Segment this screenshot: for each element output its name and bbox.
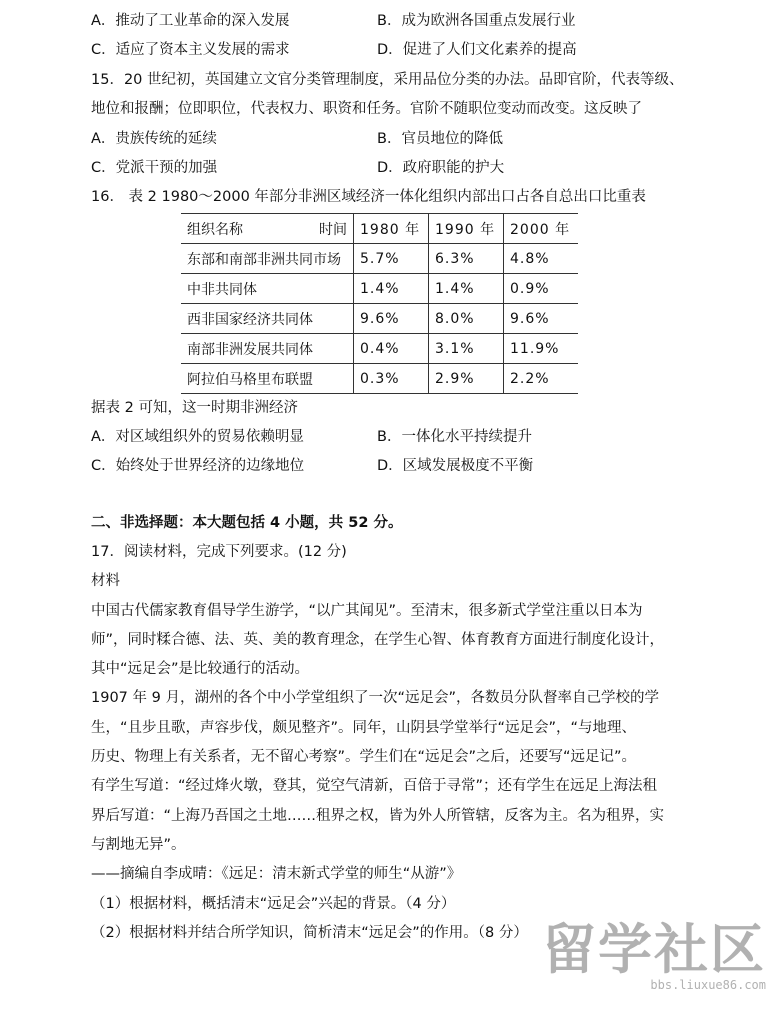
q15-option-d: D．政府职能的护大 — [377, 160, 505, 176]
table-cell-value: 1.4% — [354, 274, 429, 304]
table-cell-org: 中非共同体 — [181, 274, 354, 304]
header-org-label: 组织名称 — [187, 221, 243, 238]
q17-subquestion-2: （2）根据材料并结合所学知识，简析清末“远足会”的作用。（8 分） — [91, 925, 528, 941]
q17-para2-line: 生，“且步且歌，声容步伐，颇见整齐”。同年，山阴县学堂举行“远足会”，“与地理、 — [91, 720, 637, 736]
table-cell-value: 4.8% — [504, 244, 579, 274]
header-year-1990: 1990 年 — [429, 214, 504, 244]
q15-stem-line-1: 15．20 世纪初，英国建立文官分类管理制度，采用品位分类的办法。品即官阶，代表等级、 — [91, 72, 684, 88]
table-cell-org: 阿拉伯马格里布联盟 — [181, 364, 354, 394]
q16-option-d: D．区域发展极度不平衡 — [377, 458, 534, 474]
table-cell-value: 1.4% — [429, 274, 504, 304]
table-cell-value: 9.6% — [504, 304, 579, 334]
q16-stem: 16． 表 2 1980～2000 年部分非洲区域经济一体化组织内部出口占各自总出口比重表 — [91, 189, 646, 205]
header-time-label: 时间 — [319, 221, 347, 238]
table-cell-value: 11.9% — [504, 334, 579, 364]
table-cell-value: 2.9% — [429, 364, 504, 394]
watermark-logo: 留学社区 — [542, 918, 766, 981]
q17-source: ——摘编自李成晴：《远足：清末新式学堂的师生“从游”》 — [91, 866, 462, 882]
q14-option-d: D．促进了人们文化素养的提高 — [377, 42, 577, 58]
q16-after-table: 据表 2 可知，这一时期非洲经济 — [91, 400, 298, 416]
table-cell-value: 5.7% — [354, 244, 429, 274]
q17-para1-line: 师”，同时糅合德、法、英、美的教育理念，在学生心智、体育教育方面进行制度化设计， — [91, 632, 665, 648]
table-cell-value: 0.9% — [504, 274, 579, 304]
q14-option-c: C．适应了资本主义发展的需求 — [91, 42, 290, 58]
table-cell-value: 8.0% — [429, 304, 504, 334]
q17-para2-line: 有学生写道：“经过烽火墩，登其，觉空气清新，百倍于寻常”；还有学生在远足上海法租 — [91, 778, 658, 794]
table-cell-value: 3.1% — [429, 334, 504, 364]
q17-para2-line: 1907 年 9 月，湖州的各个中小学堂组织了一次“远足会”，各数员分队督率自己学校的学 — [91, 690, 659, 706]
table-header-row — [181, 214, 578, 244]
table-cell-org: 南部非洲发展共同体 — [181, 334, 354, 364]
table-cell-value: 0.3% — [354, 364, 429, 394]
q17-para1-line: 中国古代儒家教育倡导学生游学，“以广其闻见”。至清末，很多新式学堂注重以日本为 — [91, 603, 643, 619]
q14-option-b: B．成为欧洲各国重点发展行业 — [377, 13, 576, 29]
site-watermark — [542, 918, 766, 992]
table-cell-org: 西非国家经济共同体 — [181, 304, 354, 334]
q15-option-c: C．党派干预的加强 — [91, 160, 218, 176]
q15-option-b: B．官员地位的降低 — [377, 131, 503, 147]
q16-option-c: C．始终处于世界经济的边缘地位 — [91, 458, 305, 474]
table-header-org-time — [181, 214, 354, 244]
section-heading: 二、非选择题：本大题包括 4 小题，共 52 分。 — [91, 515, 403, 531]
table-row — [181, 304, 578, 334]
q14-option-a: A．推动了工业革命的深入发展 — [91, 13, 290, 29]
q17-para2-line: 界后写道：“上海乃吾国之土地……租界之权，皆为外人所管辖，反客为主。名为租界，实 — [91, 808, 665, 824]
table-cell-value: 6.3% — [429, 244, 504, 274]
header-year-2000: 2000 年 — [504, 214, 579, 244]
watermark-url: bbs.liuxue86.com — [650, 978, 766, 992]
export-share-table — [181, 213, 578, 394]
q17-para1-line: 其中“远足会”是比较通行的活动。 — [91, 661, 310, 677]
table-cell-value: 0.4% — [354, 334, 429, 364]
table-row — [181, 364, 578, 394]
table-row — [181, 334, 578, 364]
table-cell-value: 2.2% — [504, 364, 579, 394]
q15-stem-line-2: 地位和报酬；位即职位，代表权力、职资和任务。官阶不随职位变动而改变。这反映了 — [91, 101, 642, 117]
table-cell-value: 9.6% — [354, 304, 429, 334]
q16-option-b: B．一体化水平持续提升 — [377, 429, 532, 445]
q17-stem: 17．阅读材料，完成下列要求。(12 分) — [91, 544, 347, 560]
table-row — [181, 274, 578, 304]
table-cell-org: 东部和南部非洲共同市场 — [181, 244, 354, 274]
q16-option-a: A．对区域组织外的贸易依赖明显 — [91, 429, 304, 445]
q17-material-label: 材料 — [91, 573, 120, 589]
q17-para2-line: 历史、物理上有关系者，无不留心考察”。学生们在“远足会”之后，还要写“远足记”。 — [91, 749, 637, 765]
q17-subquestion-1: （1）根据材料，概括清末“远足会”兴起的背景。（4 分） — [91, 896, 456, 912]
header-year-1980: 1980 年 — [354, 214, 429, 244]
q15-option-a: A．贵族传统的延续 — [91, 131, 217, 147]
q17-para2-line: 与割地无异”。 — [91, 837, 186, 853]
table-row — [181, 244, 578, 274]
